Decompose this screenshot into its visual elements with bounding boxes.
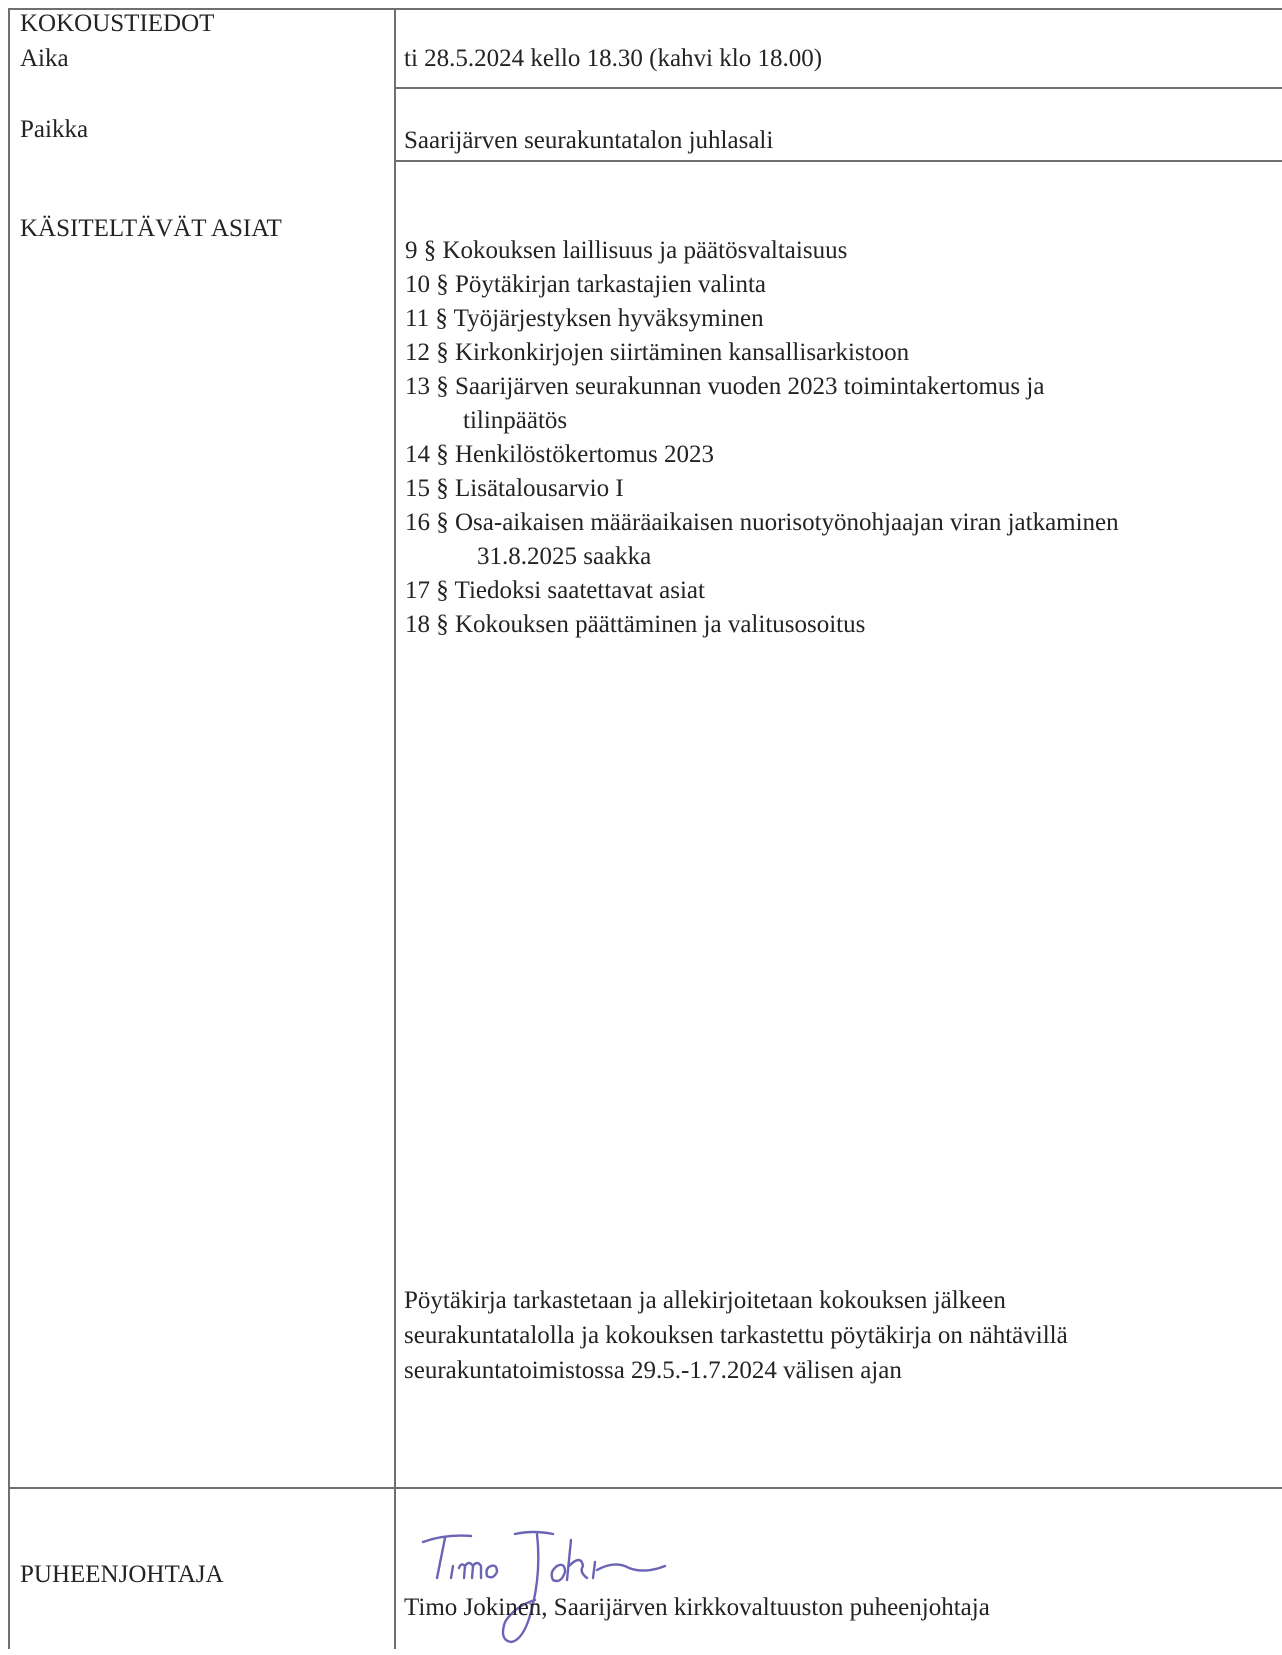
agenda-item	[405, 370, 1119, 438]
agenda-item-text: 12 § Kirkonkirjojen siirtäminen kansallisarkistoon	[405, 339, 910, 366]
agenda-item-text: 11 § Työjärjestyksen hyväksyminen	[405, 305, 764, 332]
place-value: Saarijärven seurakuntatalon juhlasali	[404, 127, 774, 154]
note-line: Pöytäkirja tarkastetaan ja allekirjoitetaan kokouksen jälkeen	[404, 1287, 1006, 1314]
time-value: ti 28.5.2024 kello 18.30 (kahvi klo 18.00)	[404, 45, 823, 72]
agenda-item-text: 13 § Saarijärven seurakunnan vuoden 2023 toimintakertomus ja	[405, 373, 1045, 400]
place-label: Paikka	[20, 116, 89, 143]
agenda-item	[405, 608, 1119, 642]
agenda-item	[405, 506, 1119, 574]
agenda-item-text: 10 § Pöytäkirjan tarkastajien valinta	[405, 271, 767, 298]
agenda-item	[405, 268, 1119, 302]
agenda-item-text: 14 § Henkilöstökertomus 2023	[405, 441, 715, 468]
table-left-border	[8, 8, 10, 1649]
note-line: seurakuntatoimistossa 29.5.-1.7.2024 välisen ajan	[404, 1357, 902, 1384]
agenda-item-continuation: 31.8.2025 saakka	[477, 543, 652, 570]
note-line: seurakuntatalolla ja kokouksen tarkastettu pöytäkirja on nähtävillä	[404, 1322, 1068, 1349]
meeting-info-heading: KOKOUSTIEDOT	[20, 10, 215, 37]
row-divider-place	[394, 160, 1282, 162]
agenda-item-text: 17 § Tiedoksi saatettavat asiat	[405, 577, 705, 604]
signature-text: Timo Jokinen	[415, 1500, 421, 1501]
agenda-item-text: 18 § Kokouksen päättäminen ja valitusosoitus	[405, 611, 866, 638]
column-divider	[394, 8, 396, 1649]
agenda-item	[405, 234, 1119, 268]
agenda-item	[405, 302, 1119, 336]
agenda-item	[405, 336, 1119, 370]
row-divider-time	[394, 87, 1282, 89]
agenda-label: KÄSITELTÄVÄT ASIAT	[20, 215, 282, 242]
agenda-item	[405, 472, 1119, 506]
agenda-item	[405, 574, 1119, 608]
chair-label: PUHEENJOHTAJA	[20, 1561, 224, 1588]
agenda-item-text: 9 § Kokouksen laillisuus ja päätösvaltaisuus	[405, 237, 848, 264]
chair-signature	[415, 1500, 715, 1655]
agenda-item-text: 16 § Osa-aikaisen määräaikaisen nuorisotyönohjaajan viran jatkaminen	[405, 509, 1119, 536]
agenda-list	[405, 234, 1119, 642]
minutes-inspection-note	[404, 1283, 1254, 1388]
time-label: Aika	[20, 45, 69, 72]
agenda-item-text: 15 § Lisätalousarvio I	[405, 475, 624, 502]
agenda-item-continuation: tilinpäätös	[463, 407, 568, 434]
chair-name-title: Timo Jokinen, Saarijärven kirkkovaltuuston puheenjohtaja	[404, 1594, 990, 1621]
agenda-item	[405, 438, 1119, 472]
row-divider-chair	[8, 1487, 1282, 1489]
